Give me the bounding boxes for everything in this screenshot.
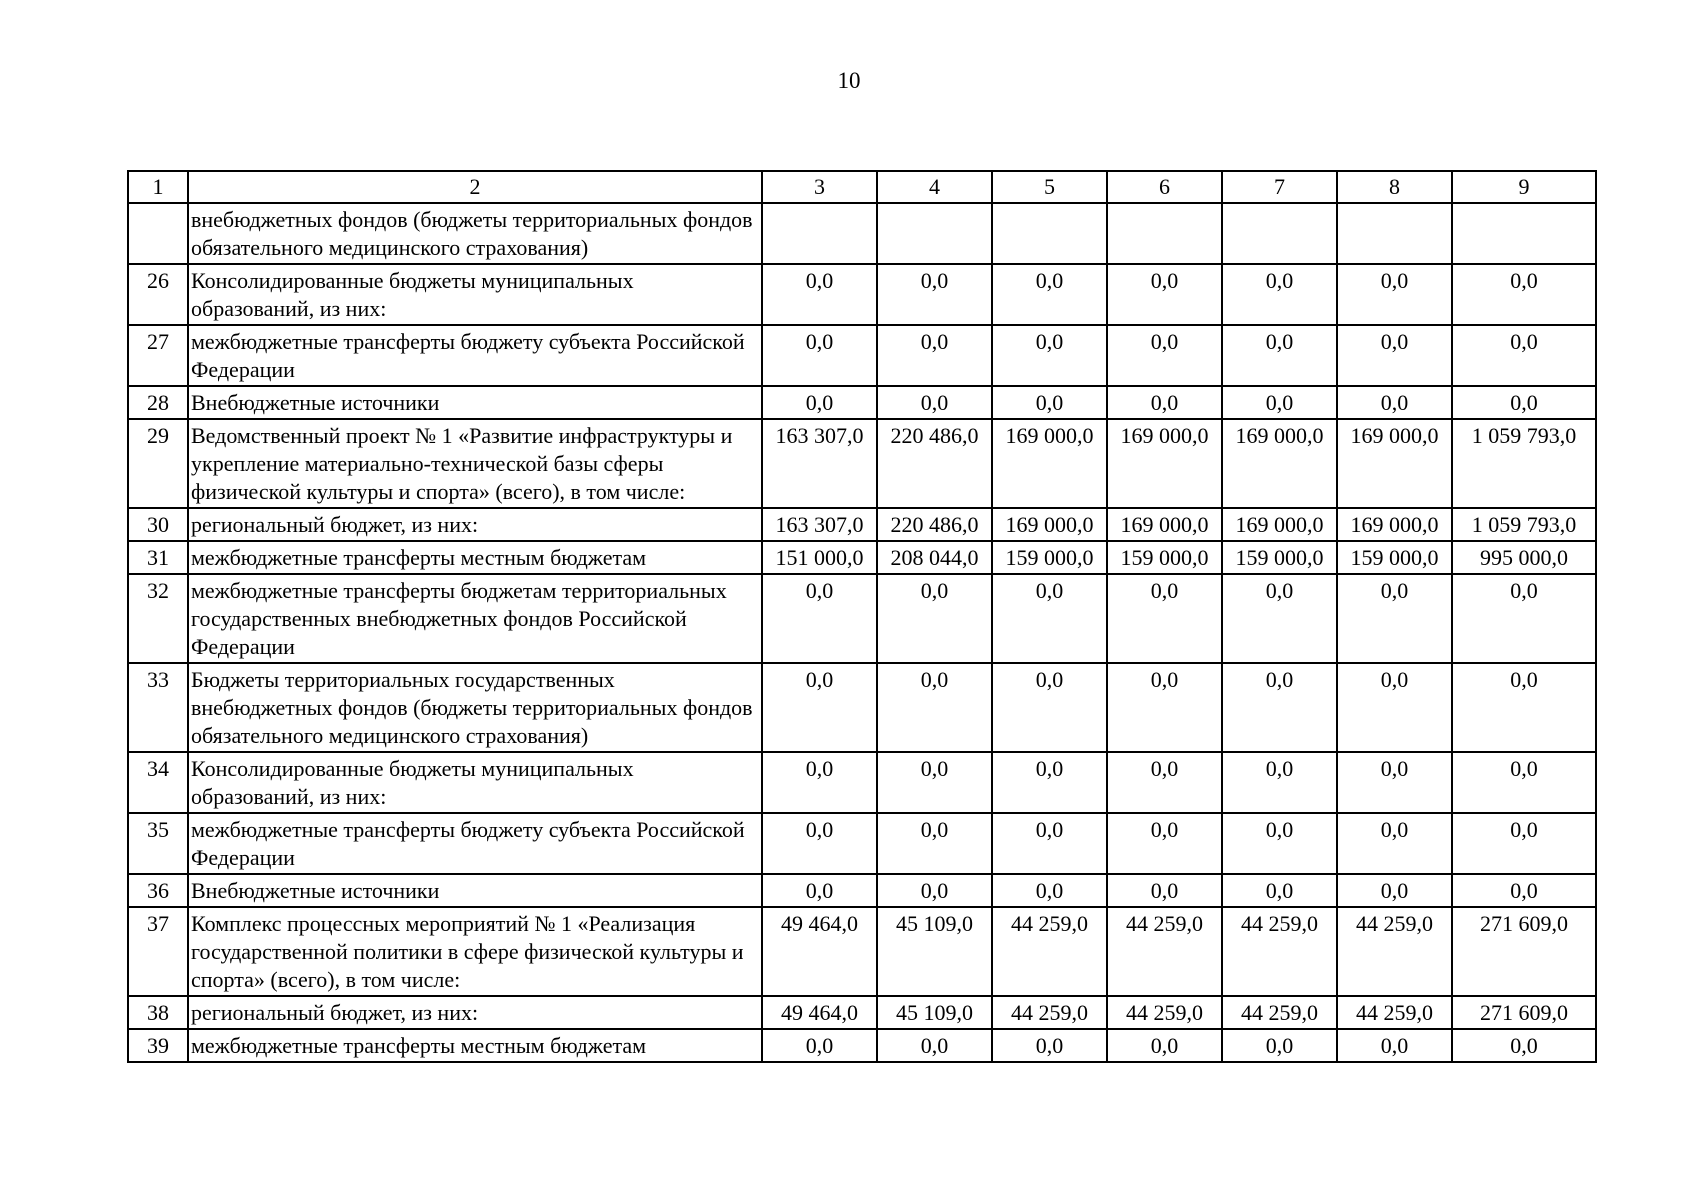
value-cell: 169 000,0 <box>1107 419 1222 508</box>
value-cell: 0,0 <box>1222 663 1337 752</box>
table-row <box>128 419 1596 508</box>
table-row <box>128 508 1596 541</box>
table-row <box>128 752 1596 813</box>
value-cell <box>1222 203 1337 264</box>
value-cell: 0,0 <box>992 663 1107 752</box>
value-cell: 0,0 <box>877 663 992 752</box>
row-number: 37 <box>128 907 188 996</box>
column-header: 8 <box>1337 171 1452 203</box>
column-number-row <box>128 171 1596 203</box>
value-cell: 0,0 <box>1337 574 1452 663</box>
row-name: региональный бюджет, из них: <box>188 996 762 1029</box>
value-cell: 0,0 <box>1337 325 1452 386</box>
column-header: 1 <box>128 171 188 203</box>
row-name: межбюджетные трансферты местным бюджетам <box>188 1029 762 1062</box>
row-number: 32 <box>128 574 188 663</box>
row-number: 30 <box>128 508 188 541</box>
value-cell: 44 259,0 <box>1222 996 1337 1029</box>
row-number: 36 <box>128 874 188 907</box>
value-cell: 0,0 <box>762 813 877 874</box>
value-cell: 49 464,0 <box>762 907 877 996</box>
value-cell <box>1337 203 1452 264</box>
row-number: 28 <box>128 386 188 419</box>
table-row <box>128 874 1596 907</box>
value-cell: 0,0 <box>1222 325 1337 386</box>
value-cell: 0,0 <box>877 325 992 386</box>
value-cell: 0,0 <box>762 264 877 325</box>
row-name: Комплекс процессных мероприятий № 1 «Реализация государственной политики в сфере физической культуры и спорта» (всего), в том числе: <box>188 907 762 996</box>
value-cell: 0,0 <box>992 752 1107 813</box>
column-header: 5 <box>992 171 1107 203</box>
value-cell: 0,0 <box>877 1029 992 1062</box>
value-cell: 0,0 <box>877 813 992 874</box>
table-row <box>128 813 1596 874</box>
page-number: 10 <box>837 68 861 93</box>
value-cell: 0,0 <box>1107 325 1222 386</box>
table-row <box>128 574 1596 663</box>
value-cell: 0,0 <box>1222 264 1337 325</box>
value-cell: 0,0 <box>1107 386 1222 419</box>
value-cell: 0,0 <box>762 574 877 663</box>
value-cell: 0,0 <box>1107 264 1222 325</box>
value-cell: 169 000,0 <box>1337 419 1452 508</box>
value-cell: 159 000,0 <box>1337 541 1452 574</box>
value-cell: 163 307,0 <box>762 419 877 508</box>
table-row <box>128 203 1596 264</box>
value-cell: 0,0 <box>1337 386 1452 419</box>
column-header: 3 <box>762 171 877 203</box>
value-cell <box>1107 203 1222 264</box>
budget-table <box>127 170 1597 1063</box>
value-cell: 0,0 <box>1222 574 1337 663</box>
value-cell: 0,0 <box>1107 574 1222 663</box>
row-number <box>128 203 188 264</box>
row-number: 38 <box>128 996 188 1029</box>
row-name: Внебюджетные источники <box>188 874 762 907</box>
table-row <box>128 1029 1596 1062</box>
row-name: межбюджетные трансферты бюджетам территориальных государственных внебюджетных фондов Российской Федерации <box>188 574 762 663</box>
table-row <box>128 386 1596 419</box>
value-cell: 0,0 <box>1337 874 1452 907</box>
column-header: 4 <box>877 171 992 203</box>
value-cell: 271 609,0 <box>1452 996 1596 1029</box>
row-name: Ведомственный проект № 1 «Развитие инфраструктуры и укрепление материально-технической базы сферы физической культуры и спорта» (всего), в том числе: <box>188 419 762 508</box>
value-cell: 0,0 <box>1337 1029 1452 1062</box>
value-cell: 0,0 <box>1107 1029 1222 1062</box>
value-cell: 159 000,0 <box>992 541 1107 574</box>
value-cell: 0,0 <box>762 1029 877 1062</box>
row-name: межбюджетные трансферты бюджету субъекта Российской Федерации <box>188 813 762 874</box>
value-cell: 0,0 <box>877 874 992 907</box>
value-cell: 0,0 <box>1452 813 1596 874</box>
column-header: 2 <box>188 171 762 203</box>
value-cell: 208 044,0 <box>877 541 992 574</box>
value-cell: 44 259,0 <box>992 996 1107 1029</box>
row-number: 33 <box>128 663 188 752</box>
value-cell: 0,0 <box>1222 752 1337 813</box>
value-cell: 159 000,0 <box>1222 541 1337 574</box>
value-cell: 169 000,0 <box>1222 508 1337 541</box>
value-cell: 169 000,0 <box>992 419 1107 508</box>
value-cell: 0,0 <box>1222 1029 1337 1062</box>
value-cell: 0,0 <box>762 386 877 419</box>
table-row <box>128 907 1596 996</box>
value-cell <box>877 203 992 264</box>
row-name: Консолидированные бюджеты муниципальных образований, из них: <box>188 264 762 325</box>
table-row <box>128 541 1596 574</box>
value-cell: 220 486,0 <box>877 419 992 508</box>
table-row <box>128 264 1596 325</box>
value-cell: 0,0 <box>762 325 877 386</box>
value-cell: 0,0 <box>1452 663 1596 752</box>
value-cell: 169 000,0 <box>992 508 1107 541</box>
column-header: 6 <box>1107 171 1222 203</box>
value-cell: 0,0 <box>877 574 992 663</box>
row-number: 35 <box>128 813 188 874</box>
table-row <box>128 325 1596 386</box>
value-cell: 0,0 <box>1337 813 1452 874</box>
value-cell: 0,0 <box>1452 574 1596 663</box>
value-cell: 1 059 793,0 <box>1452 419 1596 508</box>
value-cell: 0,0 <box>992 874 1107 907</box>
row-name: Бюджеты территориальных государственных внебюджетных фондов (бюджеты территориальных фондов обязательного медицинского страхования) <box>188 663 762 752</box>
value-cell: 0,0 <box>992 325 1107 386</box>
value-cell: 0,0 <box>877 264 992 325</box>
value-cell: 159 000,0 <box>1107 541 1222 574</box>
row-number: 31 <box>128 541 188 574</box>
value-cell <box>992 203 1107 264</box>
table-row <box>128 663 1596 752</box>
value-cell: 0,0 <box>1107 663 1222 752</box>
value-cell: 0,0 <box>1452 752 1596 813</box>
value-cell: 0,0 <box>1337 752 1452 813</box>
value-cell: 0,0 <box>762 874 877 907</box>
value-cell: 44 259,0 <box>1337 996 1452 1029</box>
value-cell: 0,0 <box>1452 1029 1596 1062</box>
row-name: внебюджетных фондов (бюджеты территориальных фондов обязательного медицинского страхования) <box>188 203 762 264</box>
value-cell: 169 000,0 <box>1222 419 1337 508</box>
row-number: 29 <box>128 419 188 508</box>
value-cell: 0,0 <box>1452 325 1596 386</box>
value-cell: 49 464,0 <box>762 996 877 1029</box>
value-cell: 169 000,0 <box>1107 508 1222 541</box>
value-cell: 163 307,0 <box>762 508 877 541</box>
value-cell: 0,0 <box>1337 663 1452 752</box>
value-cell: 271 609,0 <box>1452 907 1596 996</box>
value-cell: 0,0 <box>1337 264 1452 325</box>
value-cell: 0,0 <box>992 1029 1107 1062</box>
value-cell: 151 000,0 <box>762 541 877 574</box>
value-cell: 0,0 <box>1452 264 1596 325</box>
value-cell: 44 259,0 <box>1107 996 1222 1029</box>
value-cell: 0,0 <box>1222 874 1337 907</box>
value-cell: 0,0 <box>1107 813 1222 874</box>
value-cell: 0,0 <box>877 752 992 813</box>
value-cell <box>762 203 877 264</box>
column-header: 7 <box>1222 171 1337 203</box>
value-cell: 0,0 <box>992 386 1107 419</box>
row-name: Внебюджетные источники <box>188 386 762 419</box>
value-cell: 1 059 793,0 <box>1452 508 1596 541</box>
row-number: 26 <box>128 264 188 325</box>
value-cell: 44 259,0 <box>1337 907 1452 996</box>
value-cell: 44 259,0 <box>1222 907 1337 996</box>
value-cell: 0,0 <box>1107 752 1222 813</box>
value-cell: 0,0 <box>1222 813 1337 874</box>
value-cell: 45 109,0 <box>877 907 992 996</box>
value-cell: 0,0 <box>762 663 877 752</box>
value-cell: 220 486,0 <box>877 508 992 541</box>
row-number: 27 <box>128 325 188 386</box>
value-cell: 0,0 <box>762 752 877 813</box>
row-name: региональный бюджет, из них: <box>188 508 762 541</box>
value-cell: 45 109,0 <box>877 996 992 1029</box>
value-cell: 0,0 <box>1452 386 1596 419</box>
value-cell: 0,0 <box>1452 874 1596 907</box>
row-name: межбюджетные трансферты местным бюджетам <box>188 541 762 574</box>
value-cell: 0,0 <box>992 264 1107 325</box>
value-cell: 0,0 <box>877 386 992 419</box>
table-row <box>128 996 1596 1029</box>
value-cell: 0,0 <box>1107 874 1222 907</box>
value-cell: 0,0 <box>992 813 1107 874</box>
value-cell: 44 259,0 <box>1107 907 1222 996</box>
row-number: 34 <box>128 752 188 813</box>
value-cell: 44 259,0 <box>992 907 1107 996</box>
row-name: Консолидированные бюджеты муниципальных образований, из них: <box>188 752 762 813</box>
row-number: 39 <box>128 1029 188 1062</box>
value-cell: 995 000,0 <box>1452 541 1596 574</box>
value-cell: 0,0 <box>1222 386 1337 419</box>
value-cell: 169 000,0 <box>1337 508 1452 541</box>
column-header: 9 <box>1452 171 1596 203</box>
row-name: межбюджетные трансферты бюджету субъекта Российской Федерации <box>188 325 762 386</box>
value-cell <box>1452 203 1596 264</box>
value-cell: 0,0 <box>992 574 1107 663</box>
